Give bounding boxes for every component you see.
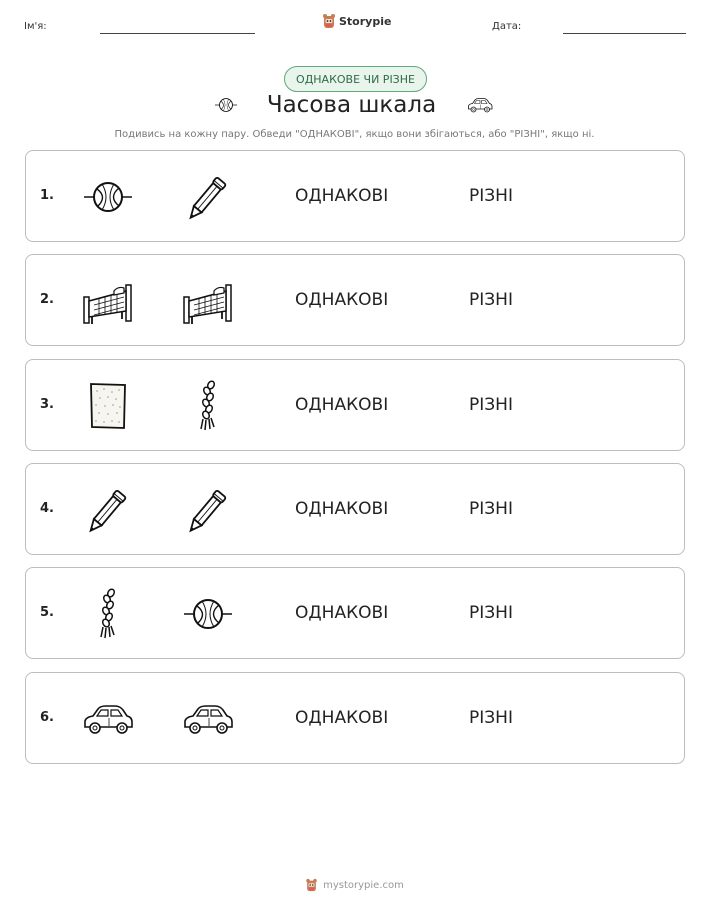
name-line[interactable] — [100, 33, 255, 34]
option-different[interactable]: РІЗНІ — [469, 708, 513, 728]
option-different[interactable]: РІЗНІ — [469, 499, 513, 519]
name-label: Ім'я: — [24, 21, 47, 32]
option-different[interactable]: РІЗНІ — [469, 395, 513, 415]
date-line[interactable] — [563, 33, 686, 34]
option-different[interactable]: РІЗНІ — [469, 290, 513, 310]
bed-icon — [180, 275, 236, 327]
page-title: Часова шкала — [266, 92, 437, 118]
ball-icon — [213, 93, 239, 117]
option-same[interactable]: ОДНАКОВІ — [295, 708, 389, 728]
activity-badge: ОДНАКОВЕ ЧИ РІЗНЕ — [284, 66, 427, 92]
brand-logo — [322, 13, 391, 29]
exercise-row — [25, 567, 685, 659]
ball-icon — [80, 171, 136, 223]
option-same[interactable]: ОДНАКОВІ — [295, 603, 389, 623]
brand-name: Storypie — [339, 14, 392, 28]
option-same[interactable]: ОДНАКОВІ — [295, 395, 389, 415]
sponge-icon — [80, 380, 136, 432]
bed-icon — [80, 275, 136, 327]
pencil-icon — [180, 484, 236, 536]
option-same[interactable]: ОДНАКОВІ — [295, 186, 389, 206]
car-icon — [80, 693, 136, 745]
braid-icon — [180, 380, 236, 432]
row-number: 5. — [40, 605, 54, 620]
exercise-row — [25, 463, 685, 555]
storypie-mascot-icon — [305, 878, 318, 892]
exercise-row — [25, 672, 685, 764]
row-number: 3. — [40, 397, 54, 412]
exercise-row — [25, 359, 685, 451]
pencil-icon — [180, 171, 236, 223]
option-same[interactable]: ОДНАКОВІ — [295, 499, 389, 519]
footer-url: mystorypie.com — [323, 879, 404, 891]
row-number: 1. — [40, 188, 54, 203]
row-number: 2. — [40, 292, 54, 307]
exercise-row — [25, 150, 685, 242]
row-number: 4. — [40, 501, 54, 516]
braid-icon — [80, 588, 136, 640]
title-row — [0, 92, 709, 118]
row-number: 6. — [40, 710, 54, 725]
option-different[interactable]: РІЗНІ — [469, 603, 513, 623]
pencil-icon — [80, 484, 136, 536]
option-different[interactable]: РІЗНІ — [469, 186, 513, 206]
ball-icon — [180, 588, 236, 640]
car-icon — [464, 92, 496, 118]
instructions: Подивись на кожну пару. Обведи "ОДНАКОВІ", якщо вони збігаються, або "РІЗНІ", якщо ні. — [114, 129, 595, 140]
option-same[interactable]: ОДНАКОВІ — [295, 290, 389, 310]
car-icon — [180, 693, 236, 745]
storypie-mascot-icon — [322, 13, 336, 29]
footer — [0, 878, 709, 892]
exercise-row — [25, 254, 685, 346]
date-label: Дата: — [492, 21, 522, 32]
